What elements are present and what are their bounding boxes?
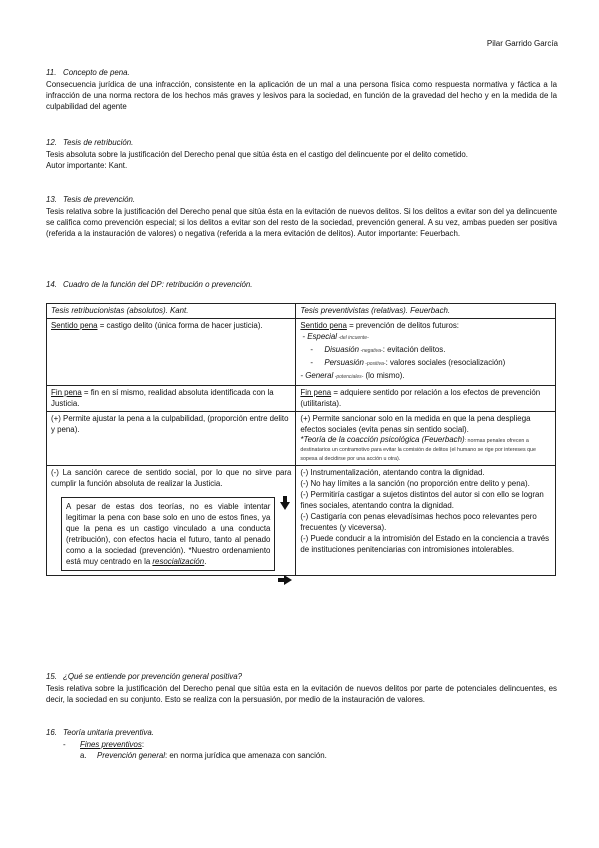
section-11-heading: 11. Concepto de pena.: [46, 68, 130, 77]
cell-ventaja-retribucion: (+) Permite ajustar la pena a la culpabilidad, (proporción entre delito y pena).: [47, 412, 296, 466]
sub-item-prevencion-general: a. Prevención general: en norma jurídica que amenaza con sanción.: [80, 751, 327, 760]
section-15-body: Tesis relativa sobre la justificación del Derecho penal que sitúa esta en la evitación de nuevos delitos por parte de potenciales delincuentes, es decir, la sociedad en su conjunto. Esto se realiza con la persuasión, por medio de la instauración de valores.: [46, 684, 557, 704]
bullet-fines: - Fines preventivos:: [63, 740, 145, 749]
section-11: [46, 67, 557, 112]
section-15: [46, 671, 557, 705]
table-row-sentido: [47, 319, 556, 386]
conclusion-box: A pesar de estas dos teorías, no es viable intentar legitimar la pena con base solo en uno de estos fines, ya que la pena es un castigo vinculado a una conducta (retribución), con efectos hacia el futuro, tanto al penado como a la sociedad (prevención). *Nuestro ordenamiento está muy centrado en la resocialización.: [61, 497, 275, 571]
list-item: (-) Instrumentalización, atentando contra la dignidad.: [300, 468, 485, 477]
header-preventivistas: Tesis preventivistas (relativas). Feuerbach.: [296, 304, 556, 319]
section-12-body: Tesis absoluta sobre la justificación del Derecho penal que sitúa ésta en el castigo del delincuente por el delito cometido.: [46, 150, 468, 159]
cell-fin-retribucion: Fin pena = fin en sí mismo, realidad absoluta identificada con la Justicia.: [47, 386, 296, 412]
function-table: [46, 303, 556, 576]
list-item: (-) Permitiría castigar a sujetos distintos del autor si con ello se logran fines sociales, atentando contra la dignidad.: [300, 490, 544, 510]
section-13-body: Tesis relativa sobre la justificación del Derecho penal que sitúa ésta en la evitación de nuevos delitos. Si los delitos a evitar son del ya delincuente se califica como prevención especial; si los delitos a evitar son del resto de la sociedad, prevención general. A su vez, ambas pueden ser positiva (referida a la instauración de valores) o negativa (referida a la mera evitación de delitos). Autor importante: Feuerbach.: [46, 207, 557, 238]
cell-sentido-retribucion: Sentido pena = castigo delito (única forma de hacer justicia).: [47, 319, 296, 386]
section-16-heading: 16. Teoría unitaria preventiva.: [46, 728, 154, 737]
list-item: (-) Puede conducir a la intromisión del Estado en la conciencia a través de instituciones penitenciarias con intromisiones intolerables.: [300, 534, 550, 554]
section-12-heading: 12. Tesis de retribución.: [46, 138, 134, 147]
section-14: [46, 279, 557, 291]
cell-ventaja-prevencion: (+) Permite sancionar solo en la medida en que la pena despliega efectos sociales (evita penas sin sentido social). *Teoría de la coacción psicológica (Feuerbach): normas penales ofrecen a destinatarios un contramotivo para evitar la comisión de delitos (el humano se rige por intereses que sopesa al decidirse por una acción u otra).: [296, 412, 556, 466]
header-retribucionistas: Tesis retribucionistas (absolutos). Kant.: [47, 304, 296, 319]
cell-desventaja-retribucion: (-) La sanción carece de sentido social, por lo que no sirve para cumplir la función absoluta de realizar la Justicia. A pesar de estas dos teorías, no es viable intentar legitimar la pena con base solo en uno de estos fines, ya que la pena es un castigo vinculado a una conducta (retribución), con efectos hacia el futuro, tanto al penado como a la sociedad (prevención). *Nuestro ordenamiento está muy centrado en la resocialización.: [47, 466, 296, 576]
section-11-body: Consecuencia jurídica de una infracción, consistente en la aplicación de un mal a una persona física como respuesta normativa y fáctica a la infracción de una norma rectora de los hechos más graves y lesivos para la sociedad, en función de la gravedad del hecho y en la medida de la culpabilidad del agente: [46, 80, 557, 111]
author-name: Pilar Garrido García: [486, 39, 558, 48]
arrow-down-icon: [280, 502, 290, 510]
section-13: [46, 194, 557, 239]
section-14-heading: 14. Cuadro de la función del DP: retribución o prevención.: [46, 280, 253, 289]
list-item: (-) No hay límites a la sanción (no proporción entre delito y pena).: [300, 479, 530, 488]
section-16: [46, 727, 557, 761]
section-12-author: Autor importante: Kant.: [46, 161, 128, 170]
cell-fin-prevencion: Fin pena = adquiere sentido por relación a los efectos de prevención (utilitarista).: [296, 386, 556, 412]
section-13-heading: 13. Tesis de prevención.: [46, 195, 136, 204]
cell-sentido-prevencion: Sentido pena = prevención de delitos futuros: - Especial -del incuente- - Disuasión -negativa-: evitación delitos. - Persuasión -positiva-: valores sociales (resocialización) - General -potenciales- (lo mismo).: [296, 319, 556, 386]
section-12: [46, 137, 557, 171]
arrow-right-icon: [284, 575, 292, 585]
table-row-ventajas: [47, 412, 556, 466]
section-15-heading: 15. ¿Qué se entiende por prevención general positiva?: [46, 672, 242, 681]
table-row-fin: [47, 386, 556, 412]
cell-desventaja-prevencion: [296, 466, 556, 576]
list-item: (-) Castigaría con penas elevadísimas hechos poco relevantes pero frecuentes (y viceversa).: [300, 512, 537, 532]
table-header-row: [47, 304, 556, 319]
table-row-desventajas: [47, 466, 556, 576]
